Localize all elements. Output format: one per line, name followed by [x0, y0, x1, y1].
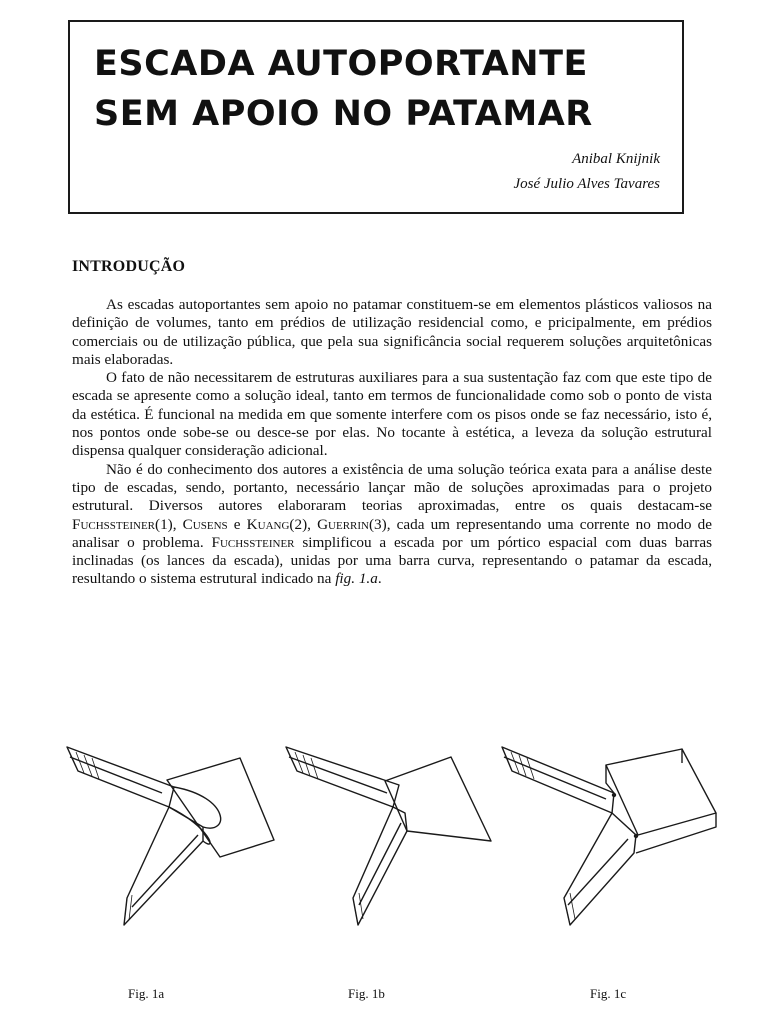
figure-reference: fig. 1.a: [335, 570, 378, 588]
separator: ,: [172, 515, 183, 533]
paragraph-2: O fato de não necessitarem de estruturas auxiliares para a sua sustentação faz com que este tipo de escada se apresente como a solução ideal, tanto em termos de funcionalidade como sob o ponto de vista da estética. É funcional na medida em que somente interfere com os pisos onde se faz necessário, isto é, nos pontos onde sobe-se ou desce-se por elas. No tocante à estética, a leveza da solução estrutural dispensa qualquer consideração adicional.: [72, 369, 712, 460]
landing-slab: [167, 758, 274, 857]
paragraph-3-end: .: [377, 570, 382, 588]
paragraph-3-text-a: Não é do conhecimento dos autores a existência de uma solução teórica exata para a análise deste tipo de escadas, sendo, portanto, necessário lançar mão de soluções aproximadas para o projeto estrutural. Diversos autores elaboraram teorias aproximadas, entre os quais destacam-se: [72, 460, 712, 515]
step-edge: [289, 757, 387, 793]
figure-1b-stair-rectangular-landing: [283, 735, 498, 935]
title-line-1: ESCADA AUTOPORTANTE: [94, 44, 588, 84]
citation-guerrin: Guerrin(3): [317, 515, 387, 533]
stair-hatching: [287, 749, 363, 925]
author-2: José Julio Alves Tavares: [513, 176, 660, 192]
step-edge: [568, 839, 628, 905]
upper-flight: [502, 747, 614, 813]
body-text: [72, 296, 712, 589]
separator: e: [227, 515, 247, 533]
citation-cusens: Cusens: [182, 515, 228, 533]
paragraph-1: As escadas autoportantes sem apoio no patamar constituem-se em elementos plásticos valiosos na definição de volumes, tanto em prédios de utilização residencial como, e pricipalmente, em prédios comerciais ou de utilização pública, que pela sua significância social requerem soluções arquitetônicas mais elaboradas.: [72, 296, 712, 368]
step-edge: [70, 757, 162, 793]
section-heading: INTRODUÇÃO: [72, 258, 186, 275]
step-edge: [504, 757, 606, 799]
paragraph-3-text-c: simplificou a escada por um pórtico espacial com duas barras inclinadas (os lances da escada), unidas por uma barra curva, representando o patamar da escada, resultando o sistema estrutural indicado na: [72, 533, 712, 588]
figure-1a-stair-curved-landing: [62, 735, 282, 935]
author-name-fuchssteiner: Fuchssteiner: [211, 533, 295, 551]
step-edge: [132, 835, 198, 907]
author-1: Anibal Knijnik: [572, 151, 660, 167]
figure-1c-caption: Fig. 1c: [590, 986, 627, 1001]
figure-1b-caption: Fig. 1b: [348, 986, 385, 1001]
figure-1a-caption: Fig. 1a: [128, 986, 165, 1001]
stair-hatching: [68, 749, 132, 925]
citation-fuchssteiner: Fuchssteiner(1): [72, 515, 173, 533]
curved-landing-beam: [174, 787, 221, 828]
citation-kuang: Kuang(2): [246, 515, 308, 533]
landing-slab: [385, 757, 491, 841]
separator: ,: [307, 515, 318, 533]
lower-flight: [124, 807, 203, 925]
stair-hatching: [503, 749, 575, 925]
landing-box-front: [636, 813, 716, 853]
figure-1c-stair-box-landing: [498, 735, 718, 935]
title-line-2: SEM APOIO NO PATAMAR: [94, 94, 593, 134]
paragraph-3-text-b: , cada um representando uma corrente no modo de analisar o problema.: [72, 515, 712, 551]
title-box: [68, 20, 684, 214]
paragraph-3: [72, 461, 712, 589]
